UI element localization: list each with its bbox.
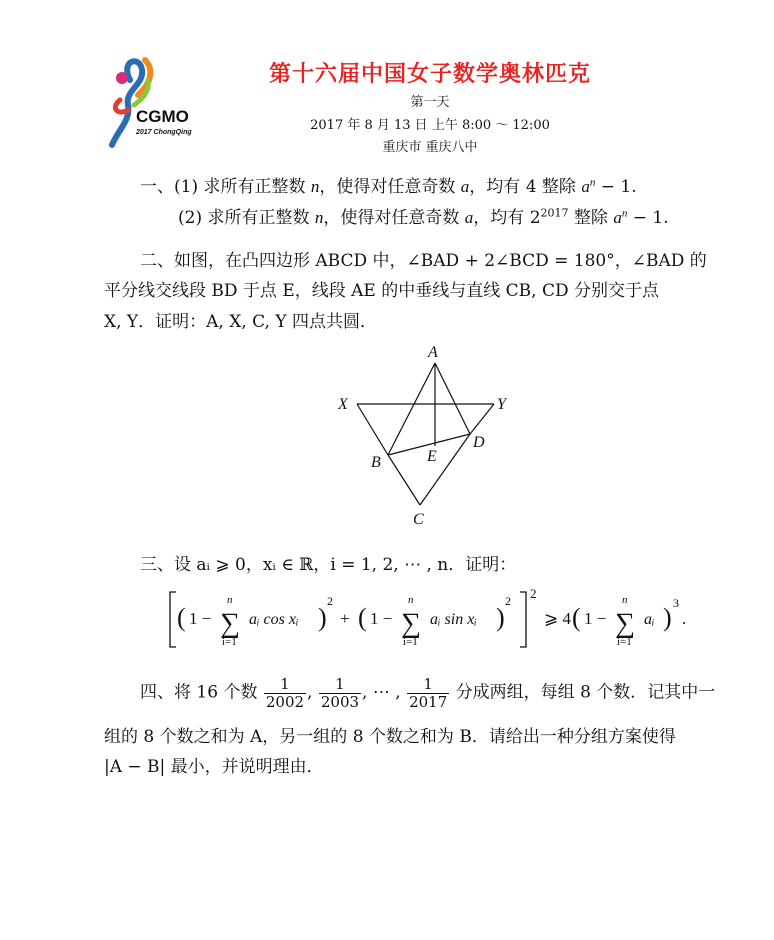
svg-text:∑: ∑ bbox=[401, 608, 421, 639]
problem-1-part-2: (2) 求所有正整数 n，使得对任意奇数 a，均有 $2^{2017}$ 整除 $a^n - 1$. bbox=[178, 206, 669, 228]
segment-ab bbox=[388, 363, 435, 455]
svg-text:(: ( bbox=[358, 603, 367, 632]
label-a: A bbox=[428, 344, 438, 361]
svg-text:3: 3 bbox=[673, 596, 679, 610]
problem-3-line-1: 三、设 aᵢ ⩾ 0，xᵢ ∈ ℝ，i = 1, 2, ⋯ , n．证明： bbox=[140, 555, 517, 575]
svg-text:aᵢ cos xᵢ: aᵢ cos xᵢ bbox=[249, 611, 299, 628]
exam-datetime: 2017 年 8 月 13 日 上午 8:00 ～ 12:00 bbox=[310, 118, 550, 133]
svg-text:.: . bbox=[682, 609, 687, 628]
svg-text:): ) bbox=[318, 603, 327, 632]
segment-xb bbox=[357, 404, 388, 455]
problem-4-line-1: 四、将 16 个数 $\frac{1}{2002}$ , $\frac{1}{2003}$ , ⋯ , $\frac{1}{2017}$ 分成两组，每组 8 个数．记其中一 bbox=[140, 675, 716, 711]
svg-text:+: + bbox=[340, 609, 350, 628]
svg-text:2: 2 bbox=[505, 594, 511, 608]
svg-text:1 −: 1 − bbox=[189, 609, 212, 628]
svg-text:n: n bbox=[622, 594, 628, 606]
svg-text:aᵢ: aᵢ bbox=[644, 611, 655, 628]
geometry-figure bbox=[320, 335, 520, 535]
problem-2-line-3: X, Y．证明：A, X, C, Y 四点共圆． bbox=[104, 312, 377, 332]
segment-bc bbox=[388, 455, 420, 505]
problem-3-inequality bbox=[160, 585, 720, 660]
day-label: 第一天 bbox=[410, 95, 450, 110]
problem-2-line-2: 平分线交线段 BD 于点 E，线段 AE 的中垂线与直线 CB, CD 分别交于点 bbox=[104, 281, 659, 301]
svg-text:): ) bbox=[663, 603, 672, 632]
svg-text:i=1: i=1 bbox=[403, 636, 418, 648]
fraction-1-2017: $\frac{1}{2017}$ bbox=[409, 675, 448, 711]
logo-subtext: 2017 ChongQing bbox=[136, 129, 192, 136]
exam-location: 重庆市 重庆八中 bbox=[382, 140, 478, 155]
label-x: X bbox=[338, 396, 348, 413]
svg-text:i=1: i=1 bbox=[222, 636, 237, 648]
problem-2-line-1: 二、如图，在凸四边形 ABCD 中，∠BAD + 2∠BCD = 180°，∠BAD 的 bbox=[140, 251, 707, 271]
fraction-1-2003: $\frac{1}{2003}$ bbox=[320, 675, 360, 711]
label-e: E bbox=[427, 448, 437, 465]
svg-text:∑: ∑ bbox=[220, 608, 240, 639]
svg-text:(: ( bbox=[177, 603, 186, 632]
svg-text:(: ( bbox=[572, 603, 581, 632]
label-b: B bbox=[371, 454, 381, 471]
svg-text:1 −: 1 − bbox=[370, 609, 393, 628]
problem-4-line-3: |A − B| 最小，并说明理由． bbox=[104, 757, 324, 777]
page-title: 第十六届中国女子数学奥林匹克 bbox=[268, 62, 591, 87]
label-c: C bbox=[413, 511, 424, 528]
svg-text:2: 2 bbox=[530, 586, 537, 601]
svg-text:): ) bbox=[496, 603, 505, 632]
svg-text:1 −: 1 − bbox=[584, 609, 607, 628]
svg-text:2: 2 bbox=[327, 594, 333, 608]
svg-text:n: n bbox=[227, 594, 233, 606]
label-y: Y bbox=[497, 396, 506, 413]
label-d: D bbox=[473, 434, 485, 451]
svg-text:∑: ∑ bbox=[615, 608, 635, 639]
segment-yd bbox=[470, 404, 494, 434]
segment-ad bbox=[435, 363, 470, 434]
svg-text:n: n bbox=[408, 594, 414, 606]
problem-4-line-2: 组的 8 个数之和为 A，另一组的 8 个数之和为 B．请给出一种分组方案使得 bbox=[104, 727, 676, 747]
logo-text: CGMO bbox=[136, 107, 189, 126]
problem-1-part-1: 一、(1) 求所有正整数 n，使得对任意奇数 a，均有 4 整除 $a^n - 1$. bbox=[140, 176, 637, 197]
svg-text:⩾ 4: ⩾ 4 bbox=[544, 609, 571, 628]
svg-text:aᵢ sin xᵢ: aᵢ sin xᵢ bbox=[430, 611, 477, 628]
svg-text:i=1: i=1 bbox=[617, 636, 632, 648]
fraction-1-2002: $\frac{1}{2002}$ bbox=[265, 675, 305, 711]
